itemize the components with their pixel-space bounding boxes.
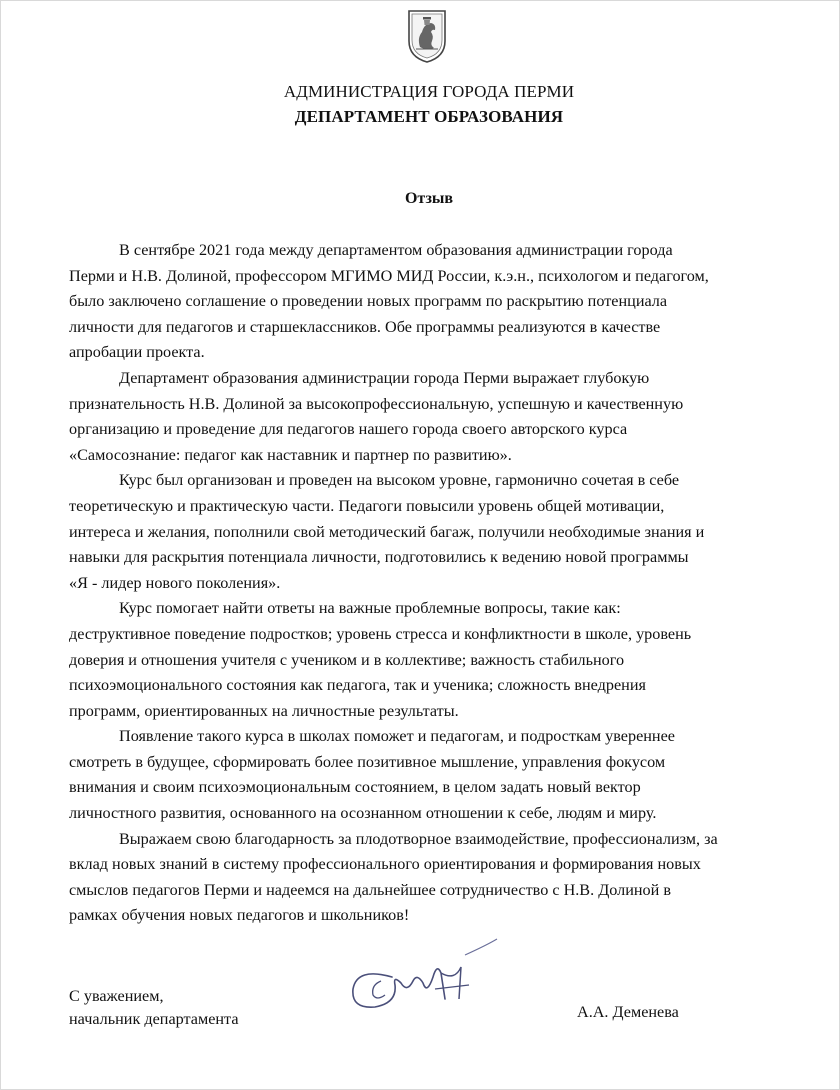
text-line: Курс помогает найти ответы на важные проблемные вопросы, такие как: xyxy=(119,599,621,618)
paragraph xyxy=(69,366,791,468)
text-line: смотреть в будущее, сформировать более позитивное мышление, управления фокусом xyxy=(69,752,666,771)
text-line: навыки для раскрытия потенциала личности, подготовились к ведению новой программы xyxy=(69,548,689,567)
text-line: признательность Н.В. Долиной за высокопрофессиональную, успешную и качественную xyxy=(69,394,684,413)
text-line: интереса и желания, пополнили свой методический багаж, получили необходимые знания и xyxy=(69,522,705,541)
text-line: личности для педагогов и старшеклассников. Обе программы реализуются в качестве xyxy=(69,317,661,336)
text-line: организацию и проведение для педагогов нашего города своего авторского курса xyxy=(69,420,628,439)
organization-name: АДМИНИСТРАЦИЯ ГОРОДА ПЕРМИ xyxy=(283,82,575,101)
text-line: деструктивное поведение подростков; уровень стресса и конфликтности в школе, уровень xyxy=(69,624,692,643)
text-line: было заключено соглашение о проведении новых программ по раскрытию потенциала xyxy=(69,292,668,311)
signer-name: А.А. Деменева xyxy=(577,1003,679,1021)
text-line: Курс был организован и проведен на высоком уровне, гармонично сочетая в себе xyxy=(119,471,680,490)
signer-position: начальник департамента xyxy=(69,1010,239,1028)
paragraph xyxy=(69,827,791,929)
text-line: смыслов педагогов Перми и надеемся на дальнейшее сотрудничество с Н.В. Долиной в xyxy=(69,880,671,899)
text-line: вклад новых знаний в систему профессионального ориентирования и формирования новых xyxy=(69,855,701,874)
text-line: внимания и своим психоэмоциональным состоянием, в целом задать новый вектор xyxy=(69,778,641,797)
coat-of-arms-icon xyxy=(403,7,451,65)
text-line: Выражаем свою благодарность за плодотворное взаимодействие, профессионализм, за xyxy=(119,829,718,848)
paragraph xyxy=(69,596,791,724)
text-line: апробации проекта. xyxy=(69,343,205,362)
text-line: рамках обучения новых педагогов и школьников! xyxy=(69,906,410,925)
text-line: Появление такого курса в школах поможет и педагогам, и подросткам увереннее xyxy=(119,727,675,746)
paragraph xyxy=(69,724,791,826)
department-name: ДЕПАРТАМЕНТ ОБРАЗОВАНИЯ xyxy=(294,107,564,126)
text-line: доверия и отношения учителя с учеником и в коллективе; важность стабильного xyxy=(69,650,625,669)
text-line: психоэмоционального состояния как педагога, так и ученика; сложность внедрения xyxy=(69,676,646,695)
text-line: программ, ориентированных на личностные результаты. xyxy=(69,701,459,720)
text-line: В сентябре 2021 года между департаментом образования администрации города xyxy=(119,241,673,259)
paragraph xyxy=(69,468,791,596)
handwritten-signature-icon xyxy=(337,937,507,1027)
text-line: теоретическую и практическую части. Педагоги повысили уровень общей мотивации, xyxy=(69,496,665,515)
paragraph xyxy=(69,238,791,366)
document-title: Отзыв xyxy=(404,190,454,207)
text-line: «Самосознание: педагог как наставник и партнер по развитию». xyxy=(69,445,512,464)
text-line: Перми и Н.В. Долиной, профессором МГИМО МИД России, к.э.н., психологом и педагогом, xyxy=(69,266,709,285)
text-line: личностного развития, основанного на осознанном отношении к себе, людям и миру. xyxy=(69,804,657,823)
letter-body xyxy=(69,238,791,929)
text-line: «Я - лидер нового поколения». xyxy=(69,573,281,592)
text-line: Департамент образования администрации города Перми выражает глубокую xyxy=(119,368,650,387)
closing-salutation: С уважением, xyxy=(69,987,164,1005)
